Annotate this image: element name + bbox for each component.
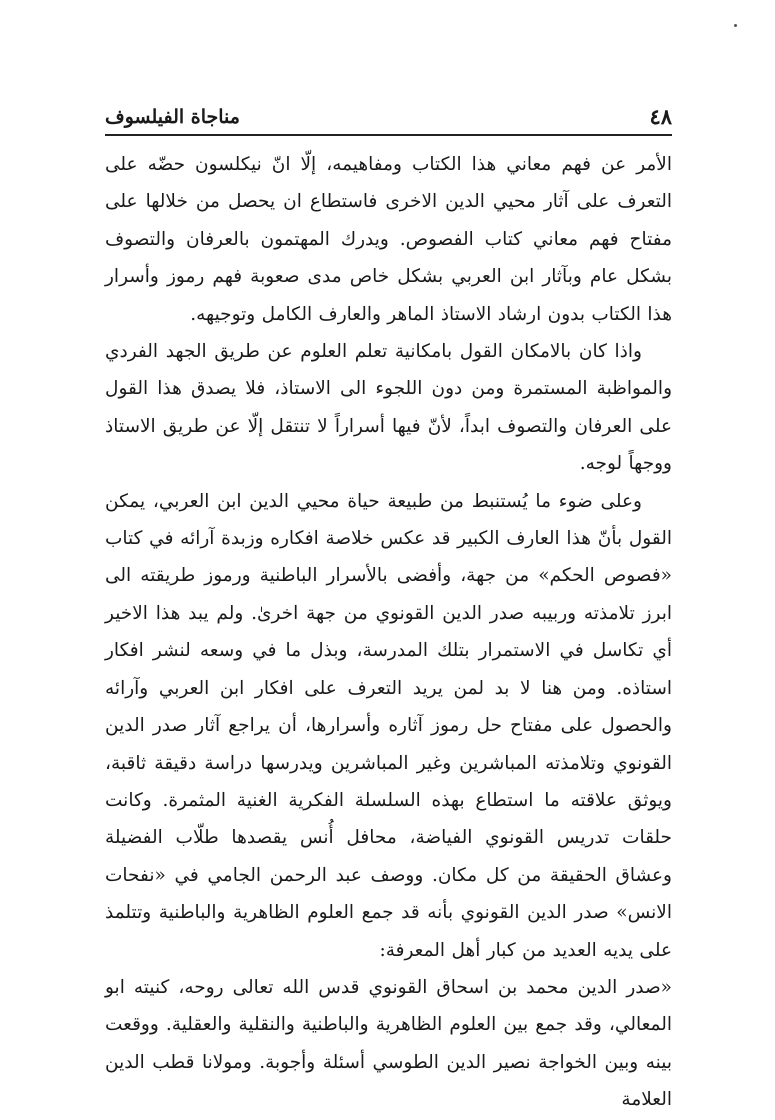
paragraph-4-quote: «صدر الدين محمد بن اسحاق القونوي قدس الله تعالى روحه، كنيته ابو المعالي، وقد جمع بين العلوم الظاهرية والباطنية والنقلية والعقلية. ووقعت بينه وبين الخواجة نصير الدين الطوسي أسئلة وأجوبة. ومولانا قطب الدين العلامة xyxy=(105,976,672,1111)
scan-speck xyxy=(734,24,737,27)
body-text xyxy=(105,146,672,1119)
paragraph-2: واذا كان بالامكان القول بامكانية تعلم العلوم عن طريق الجهد الفردي والمواظبة المستمرة ومن دون اللجوء الى الاستاذ، فلا يصدق هذا القول على العرفان والتصوف ابداً، لأنّ فيها أسراراً لا تنتقل إلّا عن طريق الاستاذ ووجهاً لوجه. xyxy=(105,341,673,475)
paragraph-1: الأمر عن فهم معاني هذا الكتاب ومفاهيمه، إلّا انّ نيكلسون حضّه على التعرف على آثار محيي الدين الاخرى فاستطاع ان يحصل من خلالها على مفتاح فهم معاني كتاب الفصوص. ويدرك المهتمون بالعرفان والتصوف بشكل عام وبآثار ابن العربي بشكل خاص مدى صعوبة فهم رموز وأسرار هذا الكتاب بدون ارشاد الاستاذ الماهر والعارف الكامل وتوجيهه. xyxy=(105,154,672,325)
page-number: ٤٨ xyxy=(649,104,672,129)
running-title: مناجاة الفيلسوف xyxy=(105,106,240,128)
page-header xyxy=(105,100,672,136)
paragraph-3: وعلى ضوء ما يُستنبط من طبيعة حياة محيي الدين ابن العربي، يمكن القول بأنّ هذا العارف الكبير قد عكس خلاصة افكاره وزبدة آرائه في كتاب «فصوص الحكم» من جهة، وأفضى بالأسرار الباطنية ورموز طريقته الى ابرز تلامذته وربيبه صدر الدين القونوي من جهة اخرىٰ. ولم يبد هذا الاخير أي تكاسل في الاستمرار بتلك المدرسة، وبذل ما في وسعه لنشر افكار استاذه. ومن هنا لا بد لمن يريد التعرف على افكار ابن العربي وآرائه والحصول على مفتاح حل رموز آثاره وأسرارها، أن يراجع آثار صدر الدين القونوي وتلامذته المباشرين وغير المباشرين ويدرسها دراسة دقيقة ثاقبة، ويوثق علاقته ما استطاع بهذه السلسلة الفكرية الغنية المثمرة. وكانت حلقات تدريس القونوي الفياضة، محافل أُنس يقصدها طلّاب الفضيلة وعشاق الحقيقة من كل مكان. ووصف عبد الرحمن الجامي في «نفحات الانس» صدر الدين القونوي بأنه قد جمع العلوم الظاهرية والباطنية وتتلمذ على يديه العديد من كبار أهل المعرفة: xyxy=(105,490,672,961)
header-rule xyxy=(105,134,672,136)
